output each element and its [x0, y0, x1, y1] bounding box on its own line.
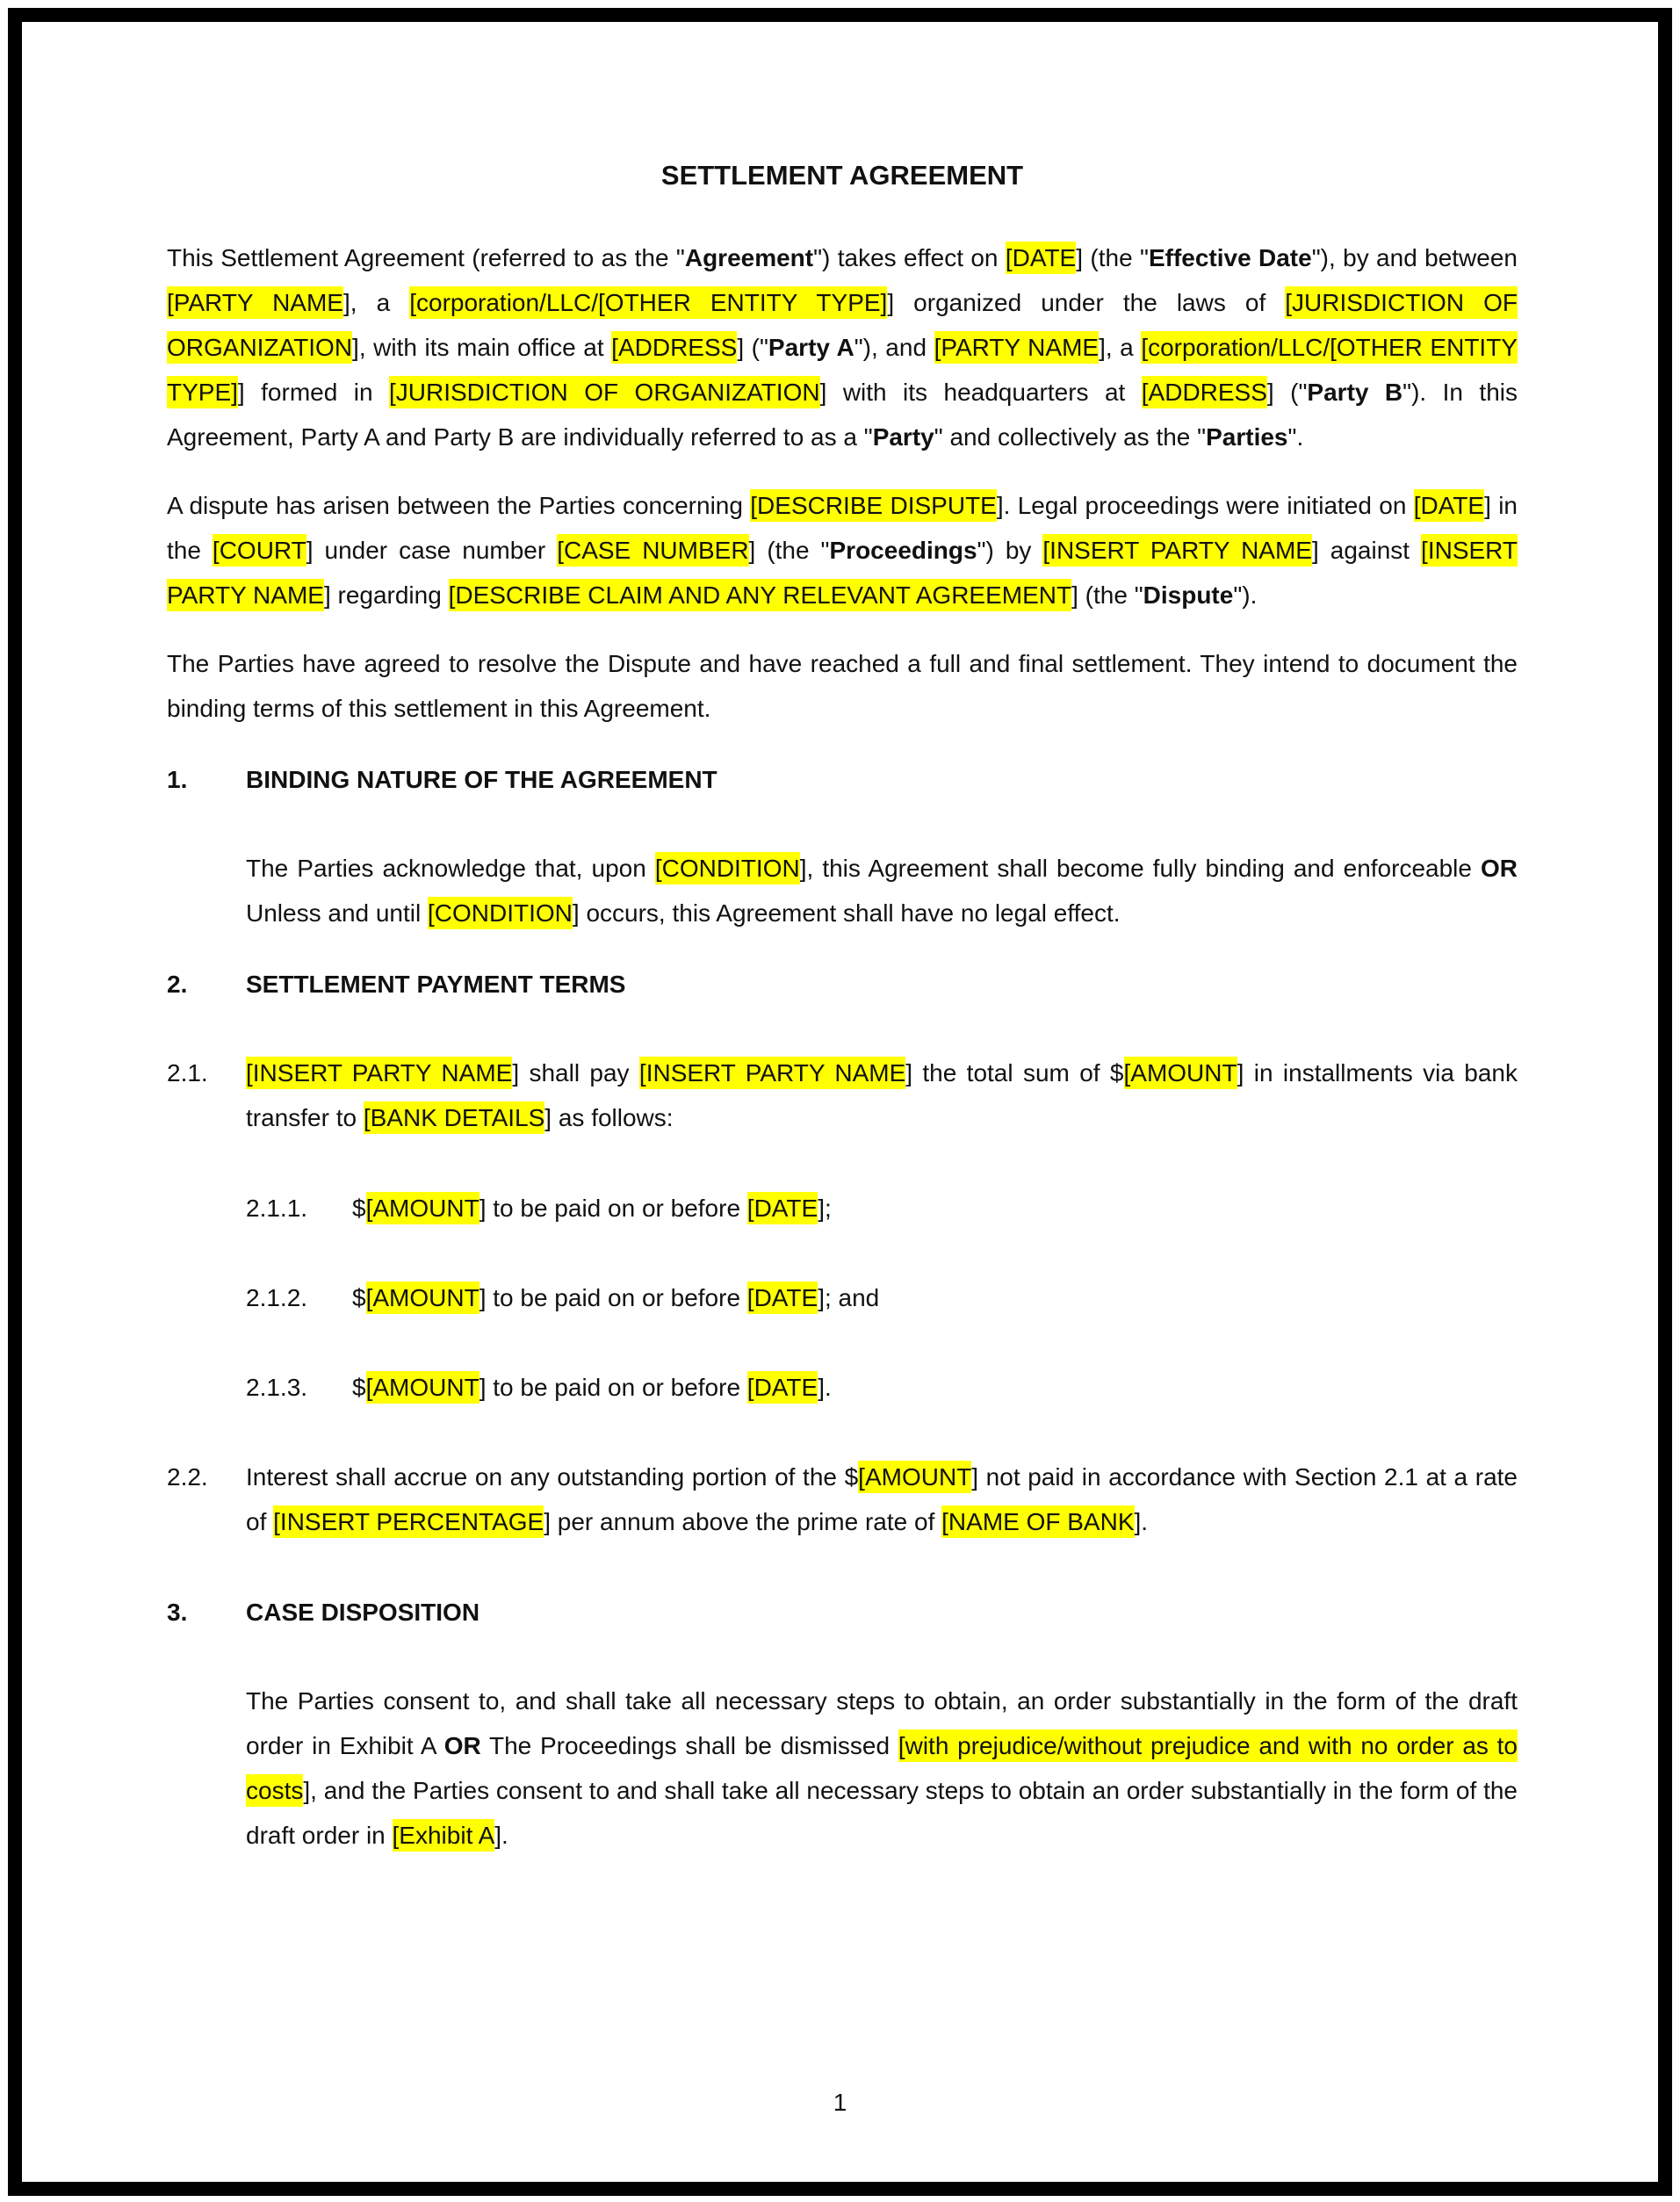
- bold-text: Party A: [768, 334, 854, 361]
- clause-2-1-1-text: [352, 1192, 832, 1224]
- bold-text: Party B: [1307, 379, 1403, 406]
- placeholder-highlight: [BANK DETAILS: [364, 1101, 544, 1134]
- intro-paragraph-3: [167, 641, 1518, 731]
- text-run: ]. Legal proceedings were initiated on: [996, 492, 1414, 519]
- placeholder-highlight: [CASE NUMBER: [557, 534, 748, 567]
- section-2-title: SETTLEMENT PAYMENT TERMS: [246, 971, 626, 998]
- section-1-number: 1.: [167, 766, 188, 793]
- clause-2-1-1-number: 2.1.1.: [246, 1195, 308, 1222]
- placeholder-highlight: [AMOUNT: [1124, 1057, 1237, 1089]
- text-run: $: [352, 1374, 366, 1401]
- section-2-number: 2.: [167, 971, 188, 998]
- placeholder-highlight: [COURT: [213, 534, 306, 567]
- text-run: ] against: [1311, 537, 1422, 564]
- text-run: Interest shall accrue on any outstanding portion of the $: [246, 1463, 859, 1491]
- text-run: ] with its headquarters at: [819, 379, 1142, 406]
- placeholder-highlight: [PARTY NAME: [167, 286, 343, 319]
- text-run: ] occurs, this Agreement shall have no legal effect.: [572, 899, 1121, 927]
- clause-2-1-2-text: [352, 1281, 879, 1314]
- placeholder-highlight: [DESCRIBE CLAIM AND ANY RELEVANT AGREEMENT: [449, 579, 1072, 611]
- placeholder-highlight: [Exhibit A: [393, 1819, 495, 1852]
- text-run: ], this Agreement shall become fully binding and enforceable: [799, 855, 1481, 882]
- bold-text: OR: [443, 1732, 481, 1759]
- document-content: [167, 154, 1518, 1881]
- text-run: $: [352, 1195, 366, 1222]
- text-run: "), and: [854, 334, 934, 361]
- text-run: ] (": [1266, 379, 1308, 406]
- text-run: The Proceedings shall be dismissed: [480, 1732, 898, 1759]
- placeholder-highlight: [INSERT PARTY NAME: [246, 1057, 512, 1089]
- intro-paragraph-2: [167, 483, 1518, 617]
- text-run: ] (the ": [1076, 244, 1149, 271]
- placeholder-highlight: [DATE: [747, 1371, 818, 1404]
- placeholder-highlight: [CONDITION: [655, 852, 800, 884]
- text-run: "), by and between: [1311, 244, 1518, 271]
- text-run: "). In this Agreement, Party A and Party B are individually referred to as a ": [167, 379, 1518, 451]
- clause-2-2-text: [246, 1461, 1518, 1538]
- clause-2-1-1: [246, 1186, 1518, 1231]
- text-run: ] shall pay: [512, 1059, 639, 1087]
- text-run: ], a: [342, 289, 410, 316]
- text-run: The Parties consent to, and shall take all necessary steps to obtain, an order substantially in the form of the draft order in Exhibit A: [246, 1687, 1518, 1759]
- placeholder-highlight: [corporation/LLC/[OTHER ENTITY TYPE]: [409, 286, 887, 319]
- clause-2-1-text: [246, 1057, 1518, 1134]
- text-run: A dispute has arisen between the Parties concerning: [167, 492, 751, 519]
- placeholder-highlight: [JURISDICTION OF ORGANIZATION: [389, 376, 820, 408]
- placeholder-highlight: [PARTY NAME: [934, 331, 1100, 364]
- text-run: ];: [818, 1195, 832, 1222]
- document-title: SETTLEMENT AGREEMENT: [660, 160, 1024, 191]
- placeholder-highlight: [AMOUNT: [366, 1281, 479, 1314]
- clause-2-1-2-number: 2.1.2.: [246, 1284, 308, 1311]
- section-3-paragraph: [246, 1679, 1518, 1858]
- clause-2-1-3: [246, 1365, 1518, 1410]
- text-run: ") takes effect on: [813, 244, 1006, 271]
- text-run: $: [352, 1284, 366, 1311]
- text-run: Unless and until: [246, 899, 429, 927]
- page-number: 1: [833, 2089, 847, 2116]
- clause-2-1-3-text: [352, 1371, 832, 1404]
- bold-text: Dispute: [1143, 581, 1234, 609]
- placeholder-highlight: [corporation/LLC/[OTHER ENTITY TYPE]: [167, 331, 1518, 408]
- text-run: This Settlement Agreement (referred to as the ": [167, 244, 685, 271]
- bold-text: Proceedings: [829, 537, 977, 564]
- placeholder-highlight: [DATE: [747, 1281, 818, 1314]
- text-run: ") by: [977, 537, 1043, 564]
- section-2-heading: [167, 962, 1518, 1007]
- clause-2-2: [167, 1455, 1518, 1544]
- text-run: ] as follows:: [544, 1104, 674, 1131]
- text-run: ] in installments via bank transfer to: [246, 1059, 1518, 1131]
- placeholder-highlight: [AMOUNT: [366, 1371, 479, 1404]
- bold-text: Parties: [1206, 423, 1288, 451]
- placeholder-highlight: [DESCRIBE DISPUTE: [750, 489, 997, 522]
- section-3-heading: [167, 1590, 1518, 1635]
- text-run: ] to be paid on or before: [479, 1195, 747, 1222]
- clause-2-1-number: 2.1.: [167, 1059, 208, 1087]
- text-run: ], and the Parties consent to and shall take all necessary steps to obtain an order substantially in the form of the draft order in: [246, 1777, 1518, 1849]
- text-run: ] formed in: [237, 379, 389, 406]
- placeholder-highlight: [INSERT PARTY NAME: [639, 1057, 905, 1089]
- text-run: ".: [1287, 423, 1304, 451]
- text-run: ").: [1233, 581, 1258, 609]
- page-border-frame: [8, 8, 1672, 2196]
- text-run: ] to be paid on or before: [479, 1284, 747, 1311]
- text-run: ].: [494, 1822, 508, 1849]
- bold-text: Effective Date: [1148, 244, 1312, 271]
- placeholder-highlight: [DATE: [1006, 242, 1076, 274]
- text-run: ] per annum above the prime rate of: [544, 1508, 942, 1535]
- text-run: ] (": [737, 334, 768, 361]
- text-run: ], a: [1099, 334, 1142, 361]
- section-1-paragraph: [246, 846, 1518, 935]
- text-run: ] organized under the laws of: [887, 289, 1286, 316]
- placeholder-highlight: [CONDITION: [428, 897, 573, 929]
- placeholder-highlight: [INSERT PARTY NAME: [1042, 534, 1312, 567]
- text-run: ] regarding: [323, 581, 449, 609]
- section-3-number: 3.: [167, 1599, 188, 1626]
- text-run: ] under case number: [306, 537, 558, 564]
- text-run: ] not paid in accordance with Section 2.1 at a rate of: [246, 1463, 1518, 1535]
- bold-text: OR: [1481, 855, 1518, 882]
- bold-text: Agreement: [684, 244, 814, 271]
- text-run: ], with its main office at: [352, 334, 612, 361]
- placeholder-highlight: [NAME OF BANK: [941, 1505, 1134, 1538]
- placeholder-highlight: [ADDRESS: [611, 331, 737, 364]
- text-run: ] (the ": [748, 537, 830, 564]
- placeholder-highlight: [with prejudice/without prejudice and with no order as to costs: [246, 1729, 1518, 1807]
- clause-2-1-2: [246, 1275, 1518, 1320]
- text-run: ] in the: [167, 492, 1518, 564]
- text-run: " and collectively as the ": [934, 423, 1207, 451]
- text-run: ] (the ": [1071, 581, 1143, 609]
- text-run: ] to be paid on or before: [479, 1374, 747, 1401]
- section-1-title: BINDING NATURE OF THE AGREEMENT: [246, 766, 717, 793]
- placeholder-highlight: [INSERT PARTY NAME: [167, 534, 1518, 611]
- placeholder-highlight: [AMOUNT: [366, 1192, 479, 1224]
- placeholder-highlight: [JURISDICTION OF ORGANIZATION: [167, 286, 1518, 364]
- section-3-title: CASE DISPOSITION: [246, 1599, 480, 1626]
- placeholder-highlight: [ADDRESS: [1142, 376, 1267, 408]
- clause-2-2-number: 2.2.: [167, 1463, 208, 1491]
- placeholder-highlight: [DATE: [1414, 489, 1484, 522]
- bold-text: Party: [872, 423, 934, 451]
- text-run: ].: [1134, 1508, 1149, 1535]
- text-run: ]; and: [818, 1284, 880, 1311]
- clause-2-1-3-number: 2.1.3.: [246, 1374, 308, 1401]
- text-run: ] the total sum of $: [905, 1059, 1124, 1087]
- text-run: ].: [818, 1374, 832, 1401]
- placeholder-highlight: [INSERT PERCENTAGE: [273, 1505, 544, 1538]
- clause-2-1: [167, 1050, 1518, 1140]
- placeholder-highlight: [AMOUNT: [858, 1461, 971, 1493]
- section-1-heading: [167, 757, 1518, 802]
- placeholder-highlight: [DATE: [747, 1192, 818, 1224]
- intro-paragraph-1: [167, 235, 1518, 459]
- text-run: The Parties acknowledge that, upon: [246, 855, 655, 882]
- text-run: The Parties have agreed to resolve the Dispute and have reached a full and final settlement. They intend to document the binding terms of this settlement in this Agreement.: [167, 650, 1518, 722]
